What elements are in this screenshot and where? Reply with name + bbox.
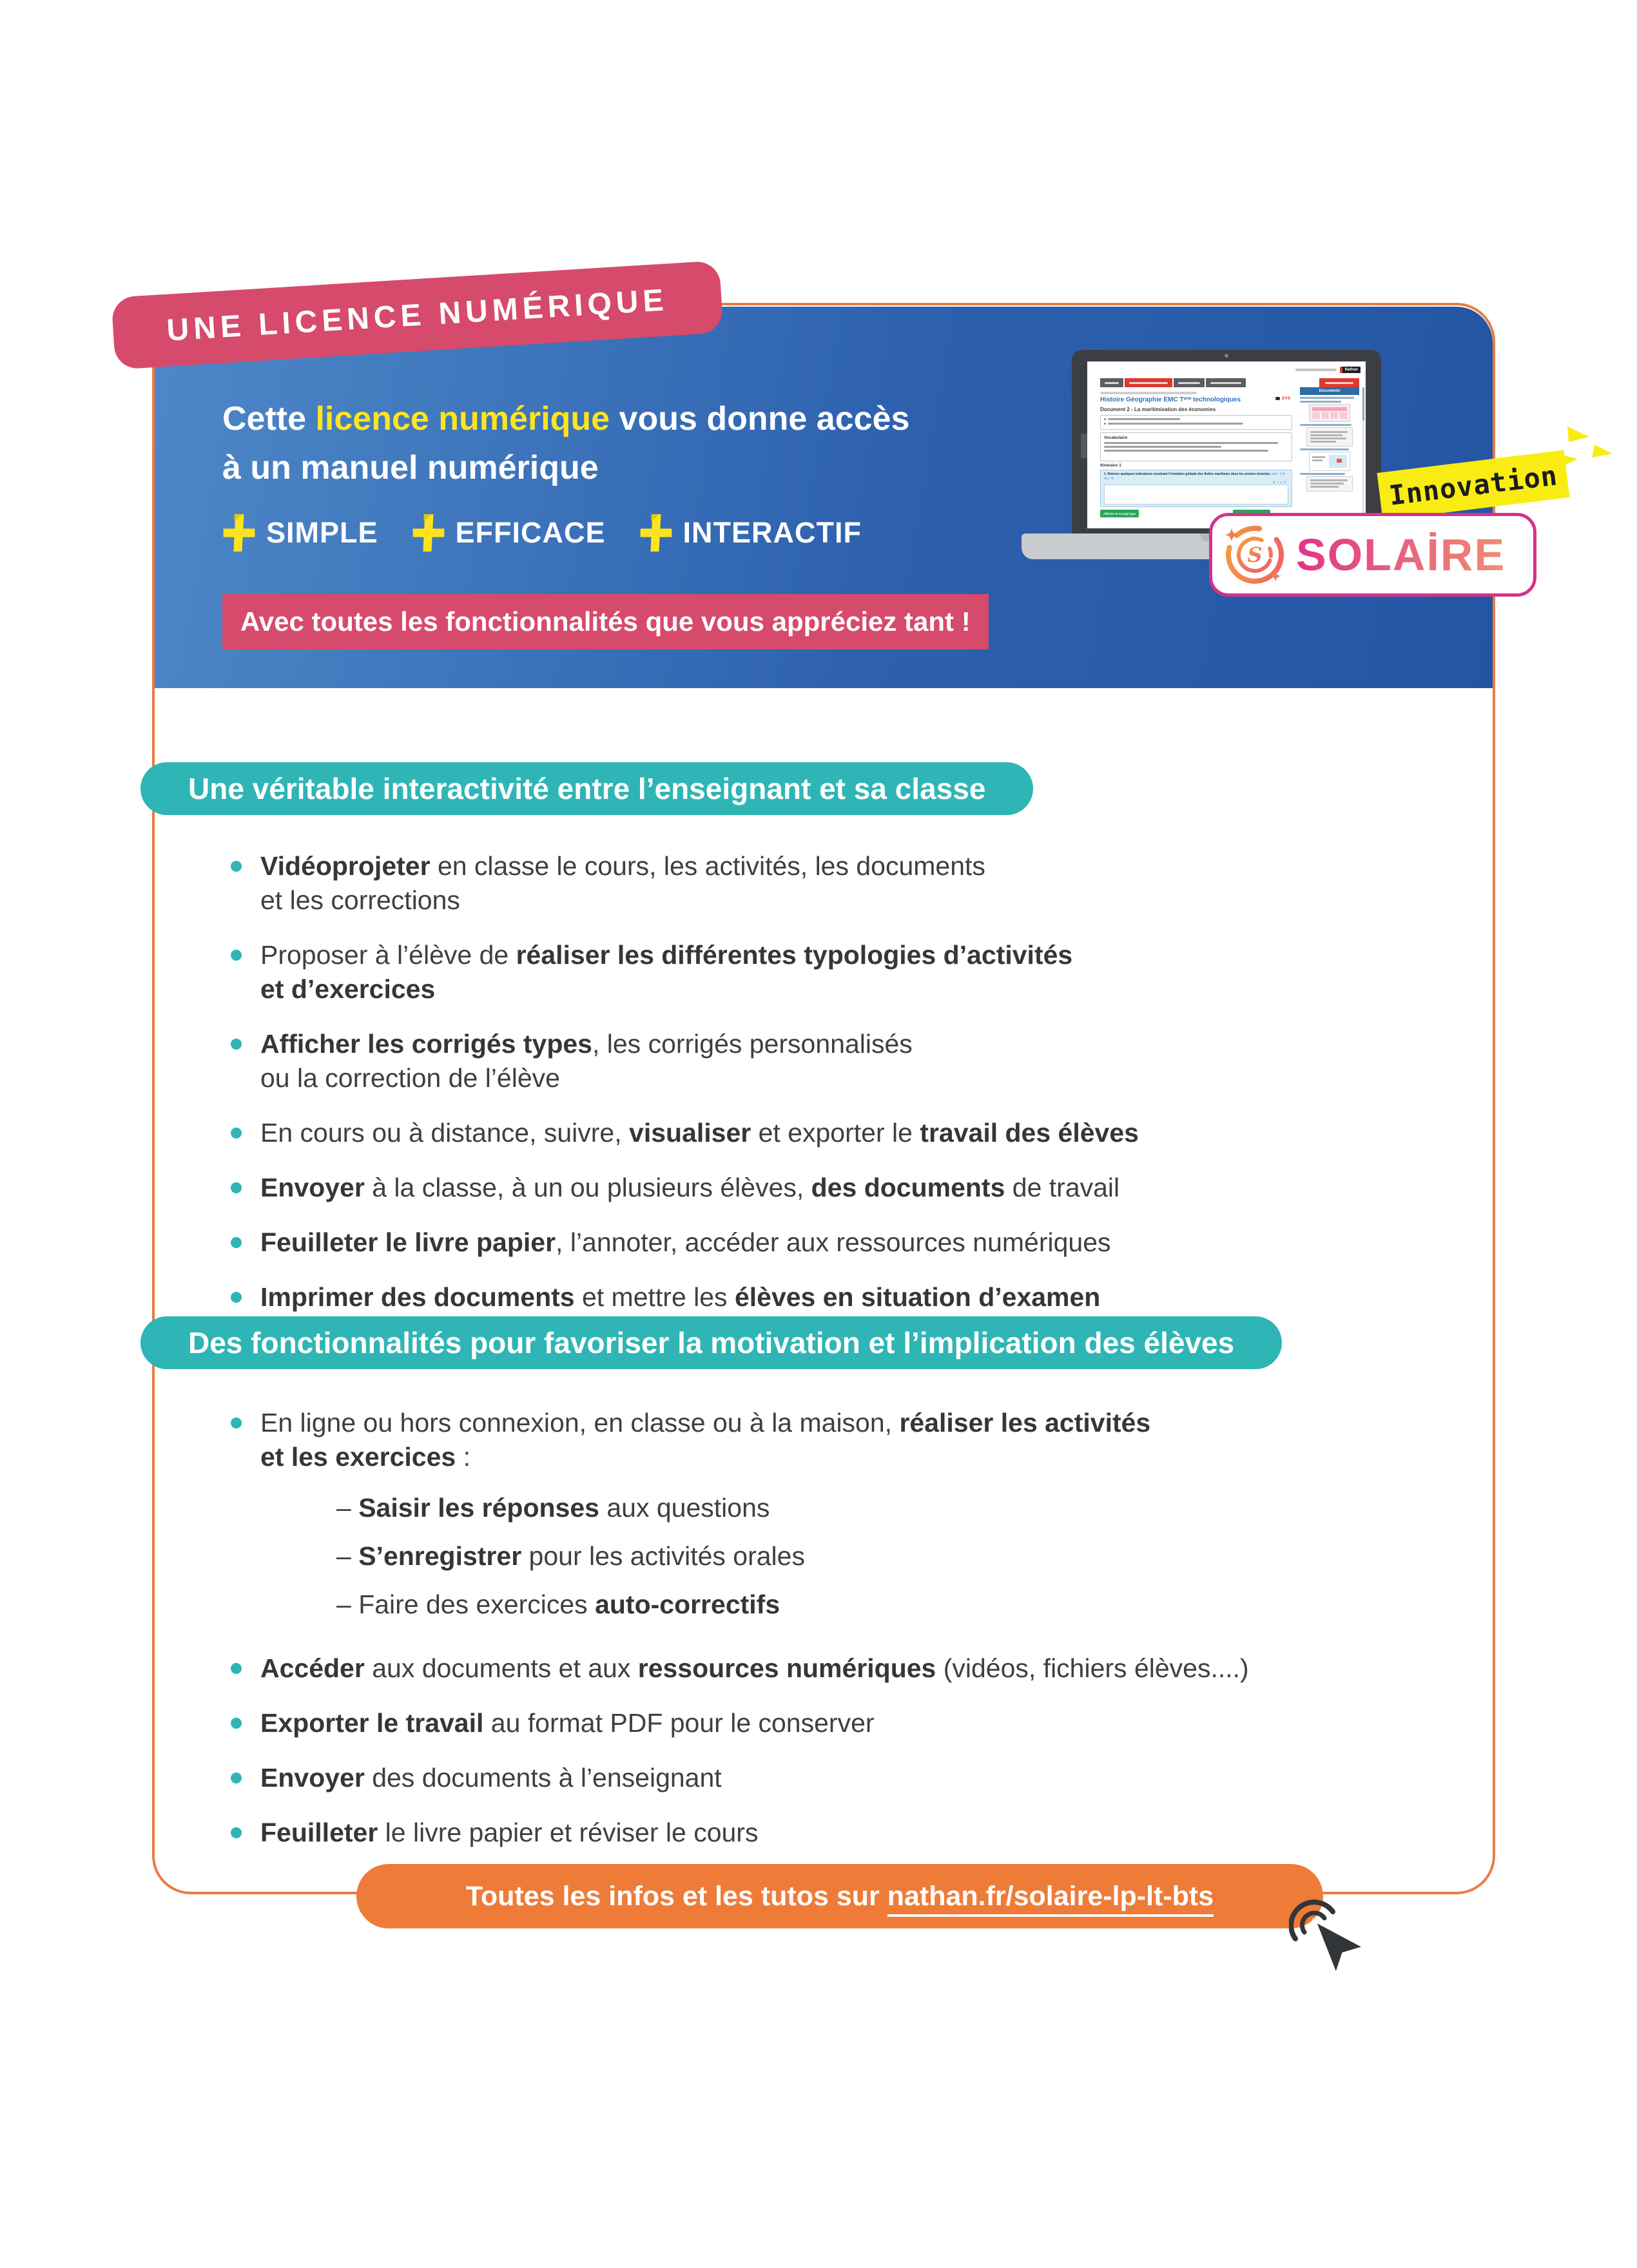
thumb-line [1310,434,1342,436]
bullet-list-enseignant [229,849,1454,1335]
screen-documents-sidebar [1300,387,1359,494]
doc1-thumbnail [1309,404,1350,422]
list-item [229,849,1454,918]
placeholder-text-bar [1300,473,1345,475]
bullet-text: Proposer à l’élève de [260,940,516,970]
screen-topbar [1295,367,1361,373]
thumb-line [1312,459,1322,461]
thumb-line [1310,437,1346,439]
placeholder-text-bar [1104,446,1221,448]
dys-toggle [1275,396,1290,401]
dys-label: DYS [1282,396,1291,401]
bullet-text-bold: Envoyer [260,1173,365,1202]
bullet-text-bold: Imprimer des documents [260,1282,575,1312]
bullet-text-bold: élèves en situation d’examen [734,1282,1101,1312]
list-item [229,1116,1454,1150]
placeholder-text-bar [1295,369,1337,371]
show-answer-key-button: Afficher le corrigé type [1100,510,1139,517]
sub-list-item [336,1491,1454,1525]
editor-toolbar: B I U ▾ [1273,481,1286,484]
bullet-text: – [336,1541,359,1571]
list-item [229,1816,1454,1850]
question-text [1104,472,1288,481]
screen-question-box [1100,470,1292,507]
hero-heading-line1 [222,394,909,443]
bullet-text: et mettre les [574,1282,735,1312]
placeholder-text-bar [1300,448,1349,450]
feature-efficace [412,514,606,552]
bullet-text-bold: Envoyer [260,1763,365,1792]
screen-nav-tabs [1100,378,1246,387]
bullet-text-bold: auto-correctifs [595,1590,780,1619]
screen-tab-active [1125,378,1172,387]
feature-label: INTERACTIF [683,516,862,549]
bullet-text: à la classe, à un ou plusieurs élèves, [364,1173,811,1202]
bullet-text: des documents à l’enseignant [364,1763,722,1792]
bullet-text: aux questions [599,1493,770,1523]
bullet-text: le livre papier et réviser le cours [378,1818,759,1847]
screen-document-title: Document 2 - La maritimisation des économies [1100,407,1216,412]
answer-input [1104,485,1288,505]
bullet-text: et exporter le [751,1118,920,1148]
innovation-label: Innovation [1387,459,1560,512]
bullet-text: En cours ou à distance, suivre, [260,1118,630,1148]
toggle-icon [1275,397,1280,400]
thumb-line [1310,431,1348,433]
bullet-text: – Faire des exercices [336,1590,596,1619]
bullet-text-bold: S’enregistrer [358,1541,522,1571]
doc4-thumbnail [1306,476,1353,492]
list-item [229,1761,1454,1795]
solaire-sun-icon [1223,523,1287,587]
plus-icon [222,514,256,552]
footer-prefix: Toutes les infos et les tutos sur [465,1880,887,1912]
section-header-fonctionnalites [140,1316,1282,1369]
feature-interactif [639,514,862,552]
screen-red-button [1319,378,1359,387]
feature-simple [222,514,378,552]
hero-heading-line2: à un manuel numérique [222,449,599,486]
footer-text [466,1881,1214,1912]
feature-label: SIMPLE [266,516,378,549]
bullet-text-bold: Exporter le travail [260,1708,484,1738]
plus-icon [412,514,445,552]
bullet-text: : [456,1442,470,1472]
placeholder-text-bar [1104,450,1268,452]
bullet-text-bold: des documents [811,1173,1005,1202]
list-item [229,1406,1454,1622]
bullet-list-eleves [229,1406,1454,1870]
laptop-screen [1087,361,1366,528]
sub-list-item [336,1588,1454,1622]
vocab-title: Vocabulaire [1104,436,1128,440]
scrollbar-thumb [1362,387,1364,421]
plus-icon [639,514,673,552]
bullet-text-bold: Feuilleter [260,1818,378,1847]
placeholder-text-bar [1129,382,1168,384]
placeholder-text-bar [1300,397,1354,399]
thumb-line [1312,456,1325,458]
bullet-text: (vidéos, fichiers élèves....) [936,1653,1249,1683]
feature-row [222,514,862,552]
page-title: UNE LICENCE NUMÉRIQUE [166,282,669,348]
thumb-map-marker [1337,459,1342,463]
solaire-logo [1209,513,1536,597]
footer-link[interactable]: nathan.fr/solaire-lp-lt-bts [887,1881,1214,1917]
bullet-text-bold: Afficher les corrigés types [260,1029,592,1059]
placeholder-text-bar [1108,423,1243,425]
tagline-strip [222,594,989,649]
bullet-icon [1104,423,1106,425]
screen-course-title: Histoire Géographie EMC Tᵉʳᵐ technologiques [1100,396,1241,403]
list-item [229,1706,1454,1740]
laptop [1072,350,1381,535]
list-item [229,1171,1454,1205]
placeholder-line [1104,423,1292,425]
solaire-wordmark: SOLAİRE [1296,530,1506,580]
placeholder-text-bar [1104,442,1278,444]
bullet-text-bold: Saisir les réponses [358,1493,599,1523]
placeholder-text-bar [1300,401,1341,403]
bullet-text-bold: Feuilleter le livre papier [260,1227,556,1257]
bullet-text: pour les activités orales [521,1541,805,1571]
hero-heading [222,394,909,492]
screen-notions-box [1100,415,1292,430]
bullet-text-bold: réaliser les activités et les exercices [260,1408,1151,1472]
screen-breadcrumb [1100,392,1197,394]
screen-scrollbar [1362,387,1364,519]
tagline-text: Avec toutes les fonctionnalités que vous appréciez tant ! [240,606,971,637]
bullet-text: au format PDF pour le conserver [483,1708,875,1738]
list-item [229,938,1454,1006]
footer-banner [356,1864,1323,1928]
thumb-line [1310,441,1336,443]
nathan-logo: Nathan [1340,367,1361,373]
bullet-text: , les corrigés personnalisés ou la correction de l’élève [260,1029,913,1093]
bullet-text: , l’annoter, accéder aux ressources numériques [556,1227,1111,1257]
list-item [229,1027,1454,1095]
thumb-header [1312,407,1347,411]
thumb-line [1310,486,1339,488]
section-header-interactivite [140,762,1033,815]
screen-itinerary-label: Itinéraire 1 [1100,463,1121,468]
screen-tab [1174,378,1205,387]
section-title: Des fonctionnalités pour favoriser la motivation et l’implication des élèves [188,1326,1235,1360]
placeholder-text-bar [1325,382,1353,384]
bullet-text: En ligne ou hors connexion, en classe ou à la maison, [260,1408,900,1437]
doc3-thumbnail [1309,452,1350,471]
sub-list-item [336,1539,1454,1573]
placeholder-text-bar [1178,382,1200,384]
placeholder-text-bar [1108,418,1180,420]
heading-seg: Cette [222,400,316,437]
heading-seg: vous donne accès [610,400,910,437]
screen-tab [1100,378,1123,387]
sub-list [336,1491,1454,1622]
question-ref: (doc. 1 et doc. 4) [1104,472,1285,481]
bullet-text-bold: Vidéoprojeter [260,851,431,881]
screen-vocab-box [1100,432,1292,461]
laptop-camera-dot [1225,354,1228,358]
bullet-text: de travail [1005,1173,1120,1202]
bullet-text-bold: travail des élèves [920,1118,1139,1148]
bullet-text: – [336,1493,359,1523]
sidebar-title: Documents [1300,387,1359,395]
thumb-line [1310,479,1348,481]
thumb-line [1310,483,1344,485]
list-item [229,1651,1454,1686]
doc2-thumbnail [1306,427,1353,447]
bullet-text-bold: visualiser [629,1118,751,1148]
question-bold: 1. Relevez quelques indicateurs montrant l’évolution globale des flottes maritimes dans les années récentes. [1104,472,1271,476]
heading-seg-highlight: licence numérique [315,400,610,437]
placeholder-text-bar [1105,382,1119,384]
placeholder-text-bar [1210,382,1241,384]
bullet-text: en classe le cours, les activités, les documents et les corrections [260,851,985,915]
bullet-text: aux documents et aux [364,1653,638,1683]
section-title: Une véritable interactivité entre l’enseignant et sa classe [188,772,986,805]
thumb-rows [1312,412,1347,419]
bullet-icon [1104,418,1106,420]
feature-label: EFFICACE [455,516,606,549]
placeholder-text-bar [1300,424,1351,426]
bullet-text-bold: ressources numériques [637,1653,936,1683]
click-cursor-icon [1289,1898,1366,1988]
bullet-text-bold: Accéder [260,1653,365,1683]
svg-text:S: S [1247,543,1263,567]
list-item [229,1225,1454,1260]
bullet-text-bold: réaliser les différentes typologies d’activités et d’exercices [260,940,1073,1004]
screen-tab [1206,378,1246,387]
list-item [229,1280,1454,1314]
placeholder-line [1104,418,1292,420]
